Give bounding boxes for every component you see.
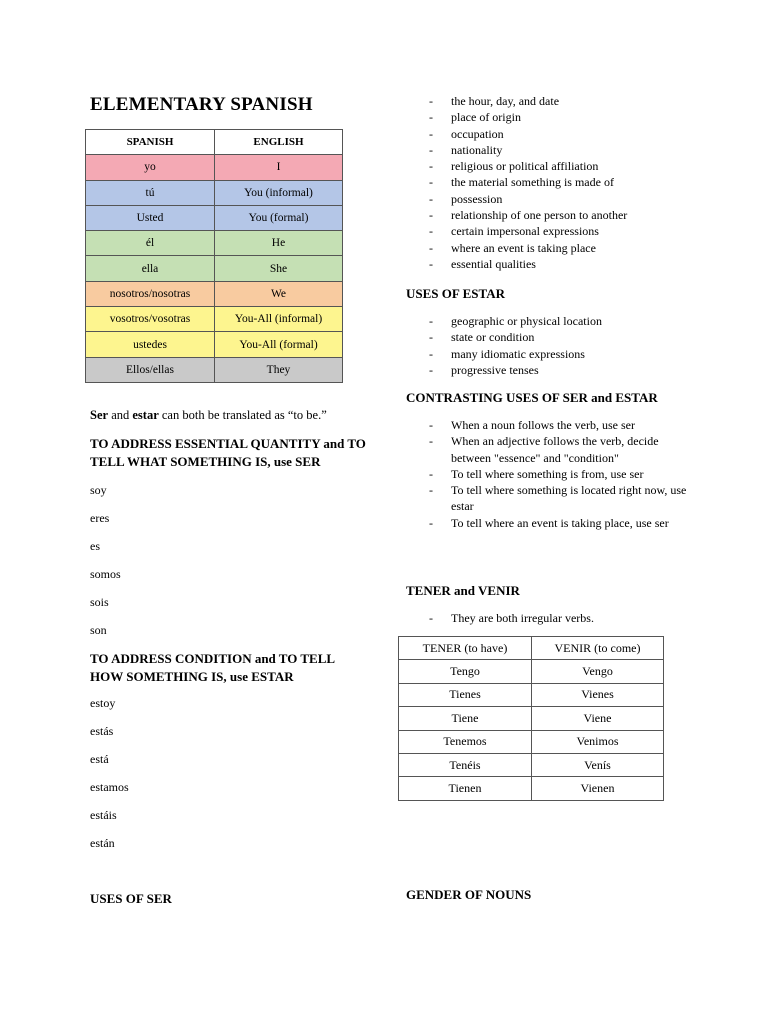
conjugation-form: soy <box>90 483 107 497</box>
list-item: - nationality <box>429 142 627 158</box>
table-row <box>86 281 343 306</box>
list-item: - To tell where something is located right now, use estar <box>429 482 689 515</box>
contrast-list <box>429 417 689 531</box>
english-cell: She <box>215 256 343 281</box>
table-row <box>399 683 664 706</box>
estar-heading: TO ADDRESS CONDITION and TO TELL HOW SOMETHING IS, use ESTAR <box>90 651 335 684</box>
list-item: - To tell where an event is taking place, use ser <box>429 515 689 531</box>
table-header-row <box>399 637 664 660</box>
list-item: - geographic or physical location <box>429 313 602 329</box>
list-item: - state or condition <box>429 329 602 345</box>
pronoun-table <box>85 129 343 383</box>
table-header-row <box>86 130 343 155</box>
conjugation-form: estamos <box>90 780 129 794</box>
tener-cell: Tenéis <box>399 753 532 776</box>
list-item: - possession <box>429 191 627 207</box>
list-item: - essential qualities <box>429 256 627 272</box>
spanish-cell: Usted <box>86 205 215 230</box>
intro-rest: can both be translated as “to be.” <box>158 408 327 422</box>
list-item: - the hour, day, and date <box>429 93 627 109</box>
ser-word: Ser <box>90 408 109 422</box>
list-item: - When an adjective follows the verb, decide between "essence" and "condition" <box>429 433 689 466</box>
contrast-heading: CONTRASTING USES OF SER and ESTAR <box>406 390 658 405</box>
list-item: - where an event is taking place <box>429 240 627 256</box>
tener-cell: Tienes <box>399 683 532 706</box>
list-item: - When a noun follows the verb, use ser <box>429 417 689 433</box>
tener-cell: Tiene <box>399 707 532 730</box>
spanish-cell: él <box>86 231 215 256</box>
table-row <box>86 332 343 357</box>
conjugation-form: son <box>90 623 107 637</box>
column-header-english: ENGLISH <box>215 130 343 155</box>
english-cell: You-All (formal) <box>215 332 343 357</box>
venir-cell: Vienes <box>532 683 664 706</box>
venir-cell: Venís <box>532 753 664 776</box>
tener-venir-table <box>398 636 664 801</box>
list-item: - progressive tenses <box>429 362 602 378</box>
spanish-cell: yo <box>86 155 215 180</box>
list-item: - many idiomatic expressions <box>429 346 602 362</box>
english-cell: They <box>215 357 343 382</box>
venir-cell: Vienen <box>532 777 664 800</box>
intro-text <box>90 408 327 423</box>
english-cell: You (formal) <box>215 205 343 230</box>
english-cell: I <box>215 155 343 180</box>
column-header-venir: VENIR (to come) <box>532 637 664 660</box>
spanish-cell: nosotros/nosotras <box>86 281 215 306</box>
list-item: - They are both irregular verbs. <box>429 610 594 626</box>
english-cell: He <box>215 231 343 256</box>
venir-cell: Viene <box>532 707 664 730</box>
uses-ser-list <box>429 93 627 272</box>
uses-estar-list <box>429 313 602 378</box>
tener-cell: Tienen <box>399 777 532 800</box>
table-row <box>86 357 343 382</box>
spanish-cell: ella <box>86 256 215 281</box>
table-row <box>86 231 343 256</box>
list-item: - the material something is made of <box>429 174 627 190</box>
spanish-cell: tú <box>86 180 215 205</box>
tener-note-list <box>429 610 594 626</box>
table-row <box>399 730 664 753</box>
venir-cell: Vengo <box>532 660 664 683</box>
conjugation-form: estoy <box>90 696 116 710</box>
venir-cell: Venimos <box>532 730 664 753</box>
conjugation-form: somos <box>90 567 121 581</box>
page-title: ELEMENTARY SPANISH <box>90 94 313 115</box>
tener-cell: Tengo <box>399 660 532 683</box>
spanish-cell: ustedes <box>86 332 215 357</box>
conjugation-form: es <box>90 539 100 553</box>
table-row <box>86 205 343 230</box>
column-header-tener: TENER (to have) <box>399 637 532 660</box>
list-item: - To tell where something is from, use ser <box>429 466 689 482</box>
intro-and: and <box>108 408 133 422</box>
conjugation-form: está <box>90 752 109 766</box>
spanish-cell: vosotros/vosotras <box>86 307 215 332</box>
table-row <box>86 256 343 281</box>
list-item: - occupation <box>429 126 627 142</box>
table-row <box>86 155 343 180</box>
estar-word: estar <box>132 408 159 422</box>
table-row <box>399 777 664 800</box>
list-item: - relationship of one person to another <box>429 207 627 223</box>
conjugation-form: eres <box>90 511 110 525</box>
tener-venir-heading: TENER and VENIR <box>406 583 520 598</box>
conjugation-form: sois <box>90 595 109 609</box>
ser-heading: TO ADDRESS ESSENTIAL QUANTITY and TO TELL WHAT SOMETHING IS, use SER <box>90 436 366 469</box>
conjugation-form: estáis <box>90 808 117 822</box>
conjugation-form: están <box>90 836 115 850</box>
english-cell: You (informal) <box>215 180 343 205</box>
list-item: - certain impersonal expressions <box>429 223 627 239</box>
list-item: - religious or political affiliation <box>429 158 627 174</box>
spanish-cell: Ellos/ellas <box>86 357 215 382</box>
gender-heading: GENDER OF NOUNS <box>406 887 532 902</box>
table-row <box>86 307 343 332</box>
tener-cell: Tenemos <box>399 730 532 753</box>
conjugation-form: estás <box>90 724 114 738</box>
english-cell: You-All (informal) <box>215 307 343 332</box>
uses-ser-heading: USES OF SER <box>90 891 172 906</box>
list-item: - place of origin <box>429 109 627 125</box>
table-row <box>399 707 664 730</box>
column-header-spanish: SPANISH <box>86 130 215 155</box>
uses-estar-heading: USES OF ESTAR <box>406 286 505 301</box>
table-row <box>399 660 664 683</box>
english-cell: We <box>215 281 343 306</box>
table-row <box>399 753 664 776</box>
table-row <box>86 180 343 205</box>
